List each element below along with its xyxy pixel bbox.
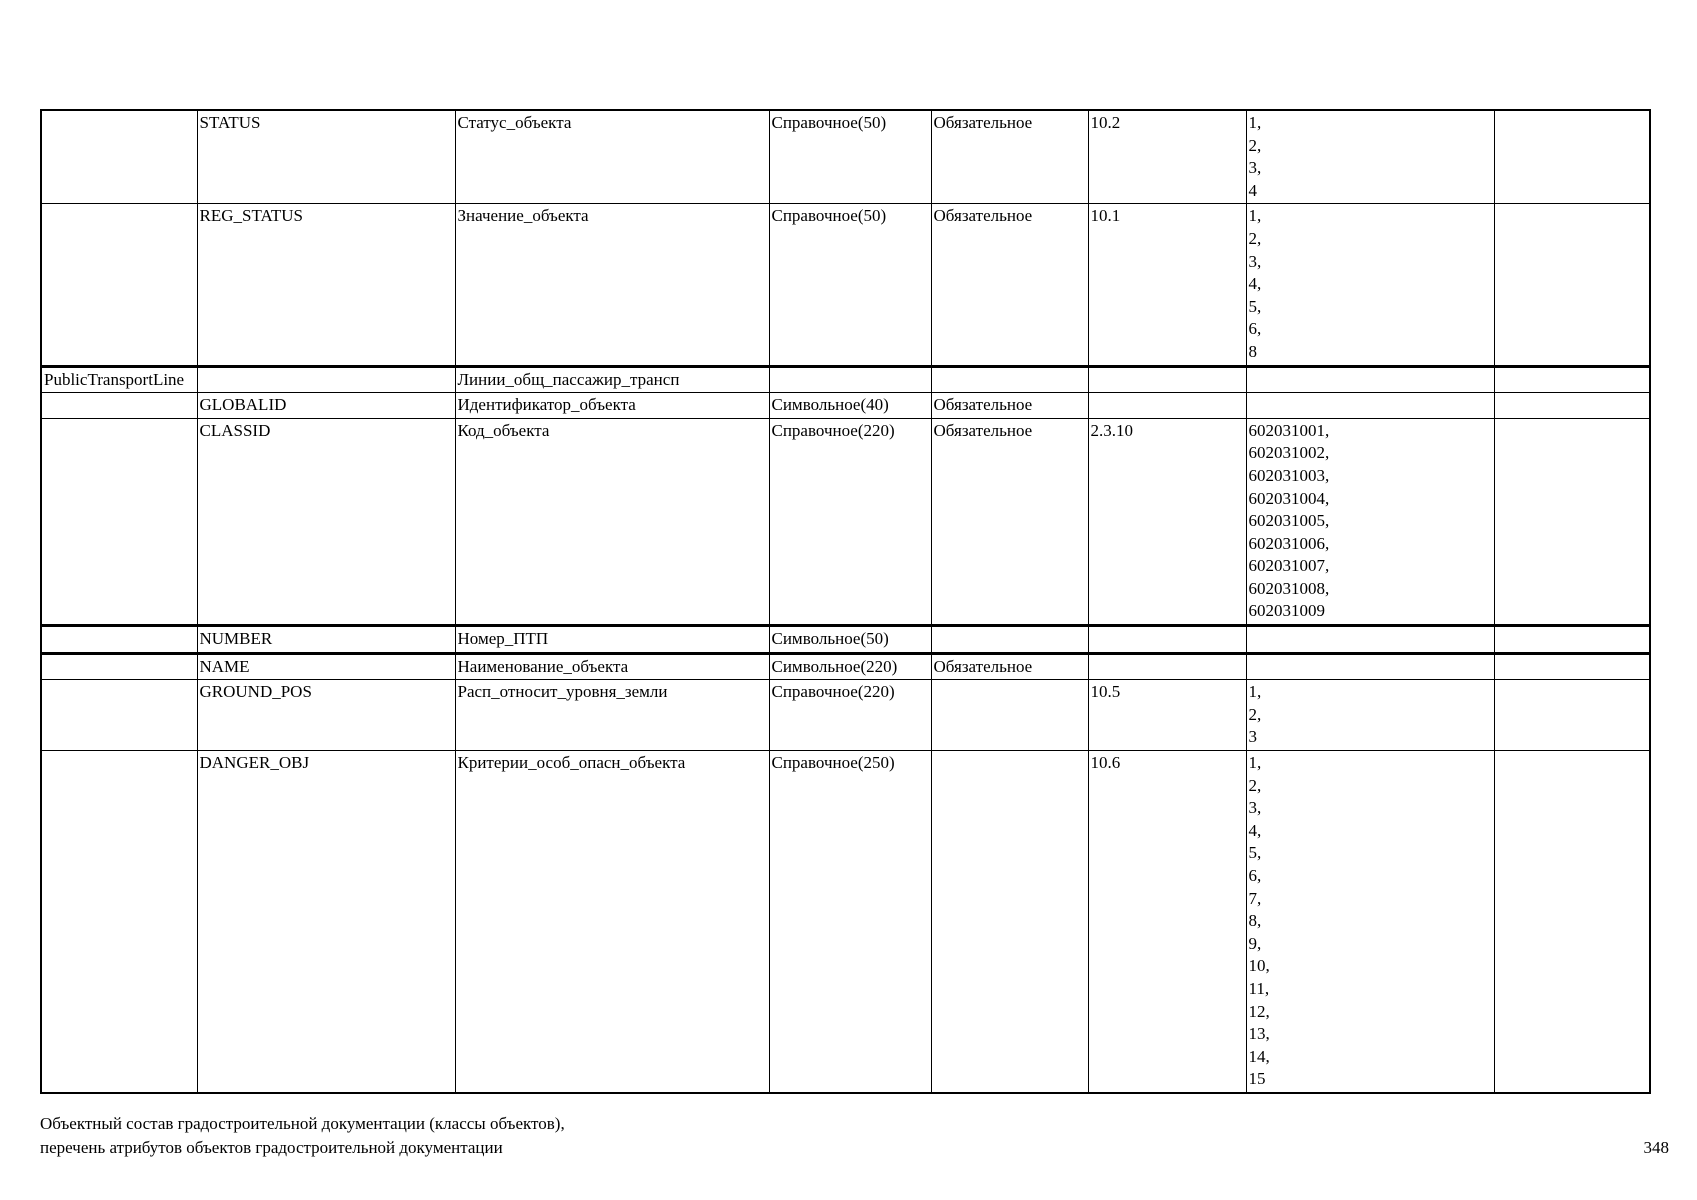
cell-required: Обязательное: [931, 204, 1088, 366]
footer-line-2: перечень атрибутов объектов градостроительной документации: [40, 1138, 503, 1157]
cell-required: [931, 680, 1088, 751]
cell-extra: [1494, 751, 1650, 1093]
cell-required: [931, 366, 1088, 393]
value-item: 6,: [1248, 319, 1262, 339]
cell-field-type: [769, 366, 931, 393]
cell-required: Обязательное: [931, 393, 1088, 419]
cell-values: [1246, 366, 1494, 393]
cell-field-name: STATUS: [197, 110, 455, 204]
cell-values: [1246, 751, 1494, 1093]
cell-field-alias: Наименование_объекта: [455, 653, 769, 680]
value-item: 602031006,: [1248, 533, 1330, 553]
cell-field-name: GROUND_POS: [197, 680, 455, 751]
cell-field-alias: Линии_общ_пассажир_трансп: [455, 366, 769, 393]
value-item: 602031001,: [1248, 420, 1330, 440]
cell-field-alias: Идентификатор_объекта: [455, 393, 769, 419]
value-item: 602031004,: [1248, 488, 1330, 508]
value-item: 8,: [1248, 911, 1262, 931]
cell-required: Обязательное: [931, 653, 1088, 680]
cell-class-name: [41, 110, 197, 204]
cell-field-type: Справочное(250): [769, 751, 931, 1093]
cell-field-alias: Код_объекта: [455, 418, 769, 625]
cell-values: [1246, 626, 1494, 654]
cell-required: [931, 751, 1088, 1093]
value-item: 9,: [1248, 933, 1262, 953]
cell-field-type: Символьное(220): [769, 653, 931, 680]
cell-values: [1246, 110, 1494, 204]
table-row: [41, 204, 1650, 366]
value-item: 1,: [1248, 753, 1262, 773]
cell-reference: 10.5: [1088, 680, 1246, 751]
cell-reference: [1088, 366, 1246, 393]
cell-class-name: [41, 393, 197, 419]
value-item: 602031005,: [1248, 511, 1330, 531]
value-item: 4,: [1248, 820, 1262, 840]
value-item: 3,: [1248, 798, 1262, 818]
cell-reference: [1088, 653, 1246, 680]
cell-field-type: Справочное(220): [769, 418, 931, 625]
cell-values: [1246, 204, 1494, 366]
cell-extra: [1494, 653, 1650, 680]
cell-extra: [1494, 110, 1650, 204]
cell-field-name: [197, 366, 455, 393]
value-item: 2,: [1248, 704, 1262, 724]
cell-extra: [1494, 626, 1650, 654]
cell-field-alias: Статус_объекта: [455, 110, 769, 204]
value-item: 14,: [1248, 1046, 1270, 1066]
value-item: 11,: [1248, 978, 1270, 998]
table-row: [41, 653, 1650, 680]
cell-field-name: DANGER_OBJ: [197, 751, 455, 1093]
value-item: 4: [1248, 180, 1257, 200]
value-item: 602031009: [1248, 601, 1325, 621]
cell-class-name: [41, 680, 197, 751]
value-item: 15: [1248, 1069, 1266, 1089]
cell-field-name: NUMBER: [197, 626, 455, 654]
table-row: [41, 393, 1650, 419]
cell-class-name: [41, 653, 197, 680]
value-item: 10,: [1248, 956, 1270, 976]
cell-values: [1246, 418, 1494, 625]
table-row: [41, 418, 1650, 625]
value-item: 1,: [1248, 113, 1262, 132]
cell-field-alias: Расп_относит_уровня_земли: [455, 680, 769, 751]
value-item: 602031002,: [1248, 443, 1330, 463]
cell-required: Обязательное: [931, 110, 1088, 204]
cell-field-name: CLASSID: [197, 418, 455, 625]
cell-extra: [1494, 366, 1650, 393]
cell-extra: [1494, 393, 1650, 419]
cell-required: [931, 626, 1088, 654]
cell-field-name: REG_STATUS: [197, 204, 455, 366]
cell-reference: 2.3.10: [1088, 418, 1246, 625]
page-number: 348: [1643, 1138, 1669, 1157]
cell-field-type: Справочное(50): [769, 110, 931, 204]
value-item: 13,: [1248, 1024, 1270, 1044]
value-item: 3,: [1248, 158, 1262, 178]
value-item: 3,: [1248, 251, 1262, 271]
cell-required: Обязательное: [931, 418, 1088, 625]
value-item: 6,: [1248, 866, 1262, 885]
cell-reference: 10.2: [1088, 110, 1246, 204]
value-item: 1,: [1248, 206, 1262, 226]
cell-extra: [1494, 680, 1650, 751]
cell-reference: 10.1: [1088, 204, 1246, 366]
table-body: [41, 110, 1650, 1093]
cell-class-name: [41, 204, 197, 366]
cell-class-name: [41, 626, 197, 654]
cell-extra: [1494, 418, 1650, 625]
value-item: 7,: [1248, 888, 1262, 908]
cell-field-type: Символьное(40): [769, 393, 931, 419]
cell-field-type: Символьное(50): [769, 626, 931, 654]
cell-class-name: [41, 418, 197, 625]
table-row: [41, 751, 1650, 1093]
value-item: 2,: [1248, 775, 1262, 795]
cell-field-type: Справочное(50): [769, 204, 931, 366]
page-footer: [40, 1112, 565, 1160]
value-item: 602031008,: [1248, 578, 1330, 598]
cell-values: [1246, 680, 1494, 751]
value-item: 5,: [1248, 843, 1262, 863]
cell-class-name: [41, 751, 197, 1093]
cell-field-alias: Значение_объекта: [455, 204, 769, 366]
cell-field-name: GLOBALID: [197, 393, 455, 419]
value-item: 602031007,: [1248, 556, 1330, 576]
value-item: 4,: [1248, 274, 1262, 294]
cell-values: [1246, 393, 1494, 419]
value-item: 8: [1248, 341, 1257, 361]
value-item: 1,: [1248, 682, 1262, 702]
cell-reference: 10.6: [1088, 751, 1246, 1093]
cell-reference: [1088, 626, 1246, 654]
value-item: 602031003,: [1248, 465, 1330, 485]
value-item: 5,: [1248, 296, 1262, 316]
value-item: 2,: [1248, 228, 1262, 248]
cell-class-name: PublicTransportLine: [41, 366, 197, 393]
attributes-table: [40, 109, 1651, 1094]
cell-values: [1246, 653, 1494, 680]
value-item: 2,: [1248, 135, 1262, 155]
table-row: [41, 680, 1650, 751]
value-item: 12,: [1248, 1001, 1270, 1021]
table-row: [41, 110, 1650, 204]
cell-reference: [1088, 393, 1246, 419]
cell-field-alias: Номер_ПТП: [455, 626, 769, 654]
value-item: 3: [1248, 727, 1257, 747]
table-row: [41, 366, 1650, 393]
cell-field-alias: Критерии_особ_опасн_объекта: [455, 751, 769, 1093]
cell-extra: [1494, 204, 1650, 366]
footer-line-1: Объектный состав градостроительной документации (классы объектов),: [40, 1114, 565, 1133]
cell-field-type: Справочное(220): [769, 680, 931, 751]
cell-field-name: NAME: [197, 653, 455, 680]
table-row: [41, 626, 1650, 654]
